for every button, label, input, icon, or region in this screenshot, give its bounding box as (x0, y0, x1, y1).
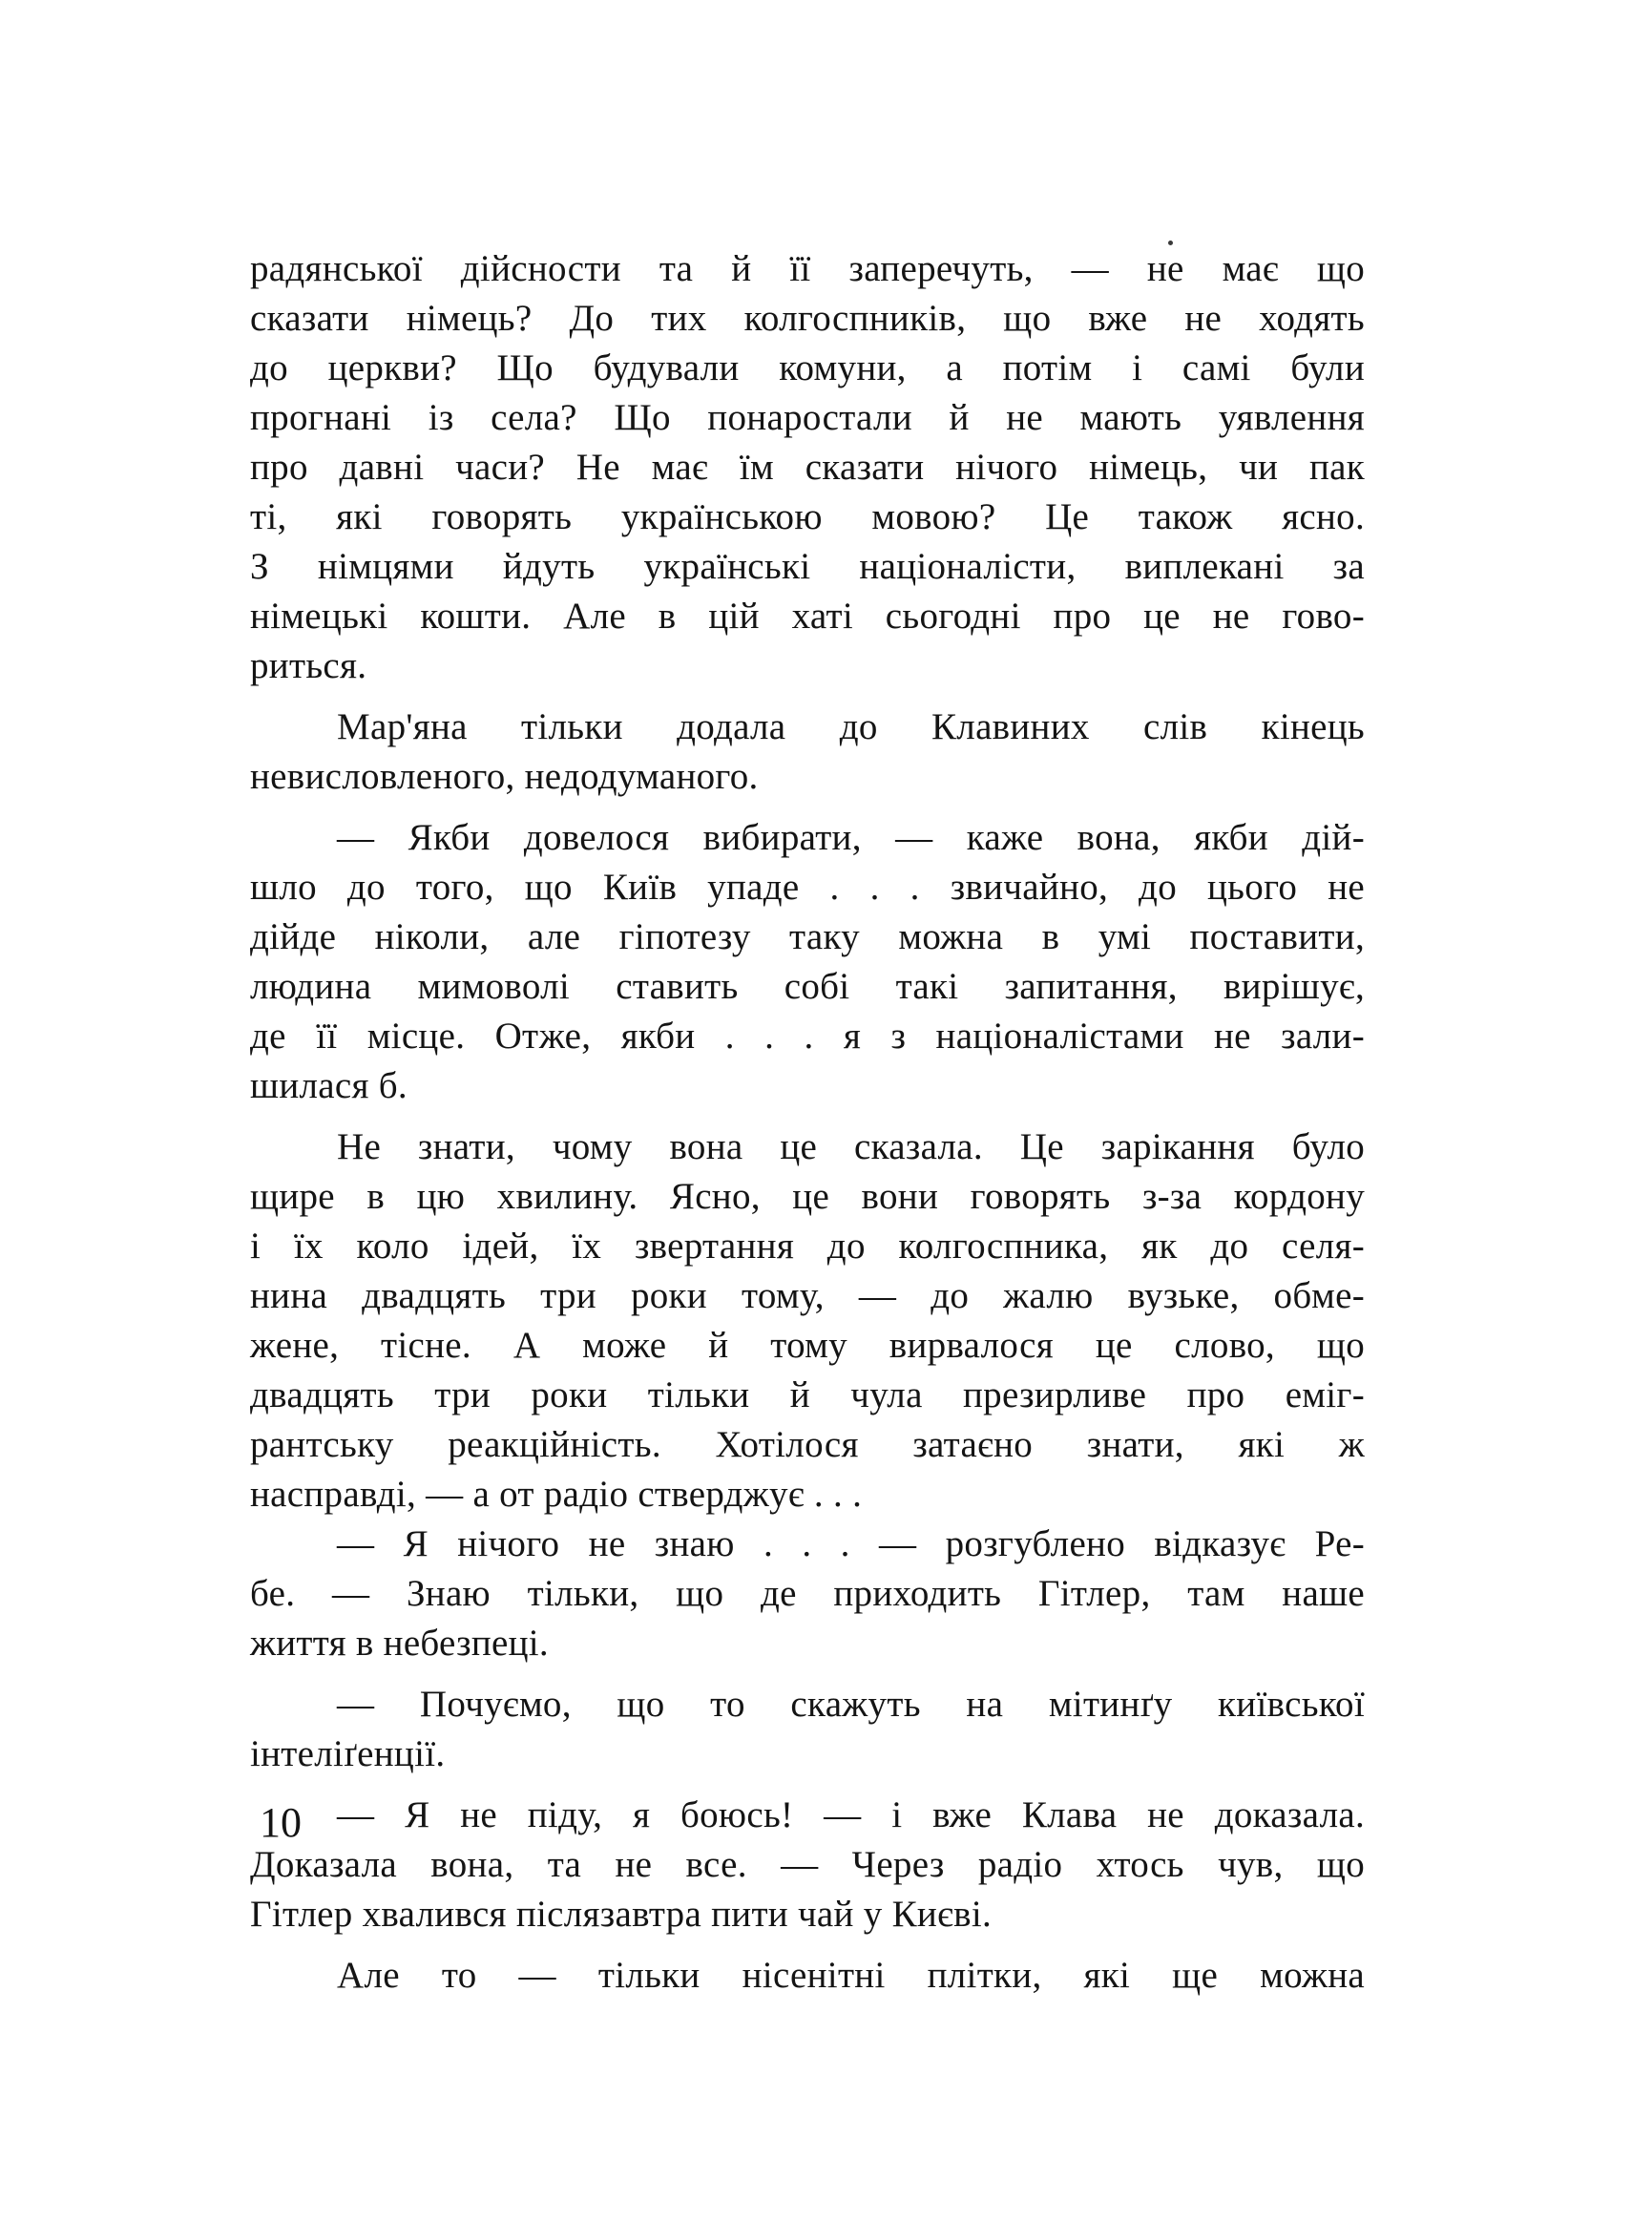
text-line: життя в небезпеці. (250, 1623, 549, 1664)
text-line: людина мимоволі ставить собі такі запитання, вирішує, (250, 966, 1365, 1007)
text-line: Не знати, чому вона це сказала. Це зарікання було (337, 1126, 1365, 1167)
text-line: рантську реакційність. Хотілося затаєно знати, які ж (250, 1424, 1365, 1465)
text-line: де її місце. Отже, якби . . . я з націоналістами не зали- (250, 1016, 1365, 1057)
text-line: бе. — Знаю тільки, що де приходить Гітлер, там наше (250, 1573, 1365, 1614)
text-line: риться. (250, 645, 367, 686)
text-line: Мар'яна тільки додала до Клавиних слів кінець (337, 706, 1365, 747)
paragraph (250, 244, 1365, 691)
text-line: до церкви? Що будували комуни, а потім і самі були (250, 347, 1365, 388)
text-line: Гітлер хвалився післязавтра пити чай у Києві. (250, 1894, 993, 1935)
text-line: щире в цю хвилину. Ясно, це вони говорять з-за кордону (250, 1176, 1365, 1217)
text-line: нина двадцять три роки тому, — до жалю вузьке, обме- (250, 1275, 1365, 1316)
text-line: шилася б. (250, 1065, 408, 1106)
text-line: — Я нічого не знаю . . . — розгублено відказує Ре- (337, 1523, 1365, 1564)
text-line: шло до того, що Київ упаде . . . звичайно, до цього не (250, 867, 1365, 908)
text-line: радянської дійсности та й її заперечуть, — не має що (250, 248, 1365, 289)
paragraph (250, 1520, 1365, 1668)
text-line: дійде ніколи, але гіпотезу таку можна в умі поставити, (250, 916, 1365, 957)
paragraph (250, 1122, 1365, 1520)
text-line: — Якби довелося вибирати, — каже вона, якби дій- (337, 817, 1365, 858)
text-line: ті, які говорять українською мовою? Це також ясно. (250, 496, 1365, 537)
text-line: — Я не піду, я боюсь! — і вже Клава не доказала. (337, 1794, 1365, 1835)
text-line: і їх коло ідей, їх звертання до колгоспника, як до селя- (250, 1226, 1365, 1267)
text-line: про давні часи? Не має їм сказати нічого німець, чи пак (250, 447, 1365, 488)
text-line: Але то — тільки нісенітні плітки, які ще можна (337, 1955, 1365, 1996)
text-line: жене, тісне. А може й тому вирвалося це слово, що (250, 1325, 1365, 1366)
text-line: інтеліґенції. (250, 1733, 446, 1774)
text-line: німецькі кошти. Але в цій хаті сьогодні про це не гово- (250, 596, 1365, 637)
text-line: Доказала вона, та не все. — Через радіо хтось чув, що (250, 1844, 1365, 1885)
text-line: сказати німець? До тих колгоспників, що вже не ходять (250, 298, 1365, 339)
text-line: — Почуємо, що то скажуть на мітинґу київської (337, 1684, 1365, 1725)
paragraph (250, 1951, 1365, 2001)
paragraph (250, 1791, 1365, 1939)
page-number: 10 (260, 1799, 302, 1846)
text-line: З німцями йдуть українські націоналісти, виплекані за (250, 546, 1365, 587)
text-line: двадцять три роки тільки й чула презирливе про еміг- (250, 1374, 1365, 1415)
text-line: прогнані із села? Що понаростали й не мають уявлення (250, 397, 1365, 438)
body-text (250, 244, 1365, 2001)
paragraph (250, 702, 1365, 802)
paragraph (250, 813, 1365, 1111)
text-line: насправді, — а от радіо стверджує . . . (250, 1474, 863, 1515)
text-line: невисловленого, недодуманого. (250, 756, 759, 797)
paragraph (250, 1680, 1365, 1779)
